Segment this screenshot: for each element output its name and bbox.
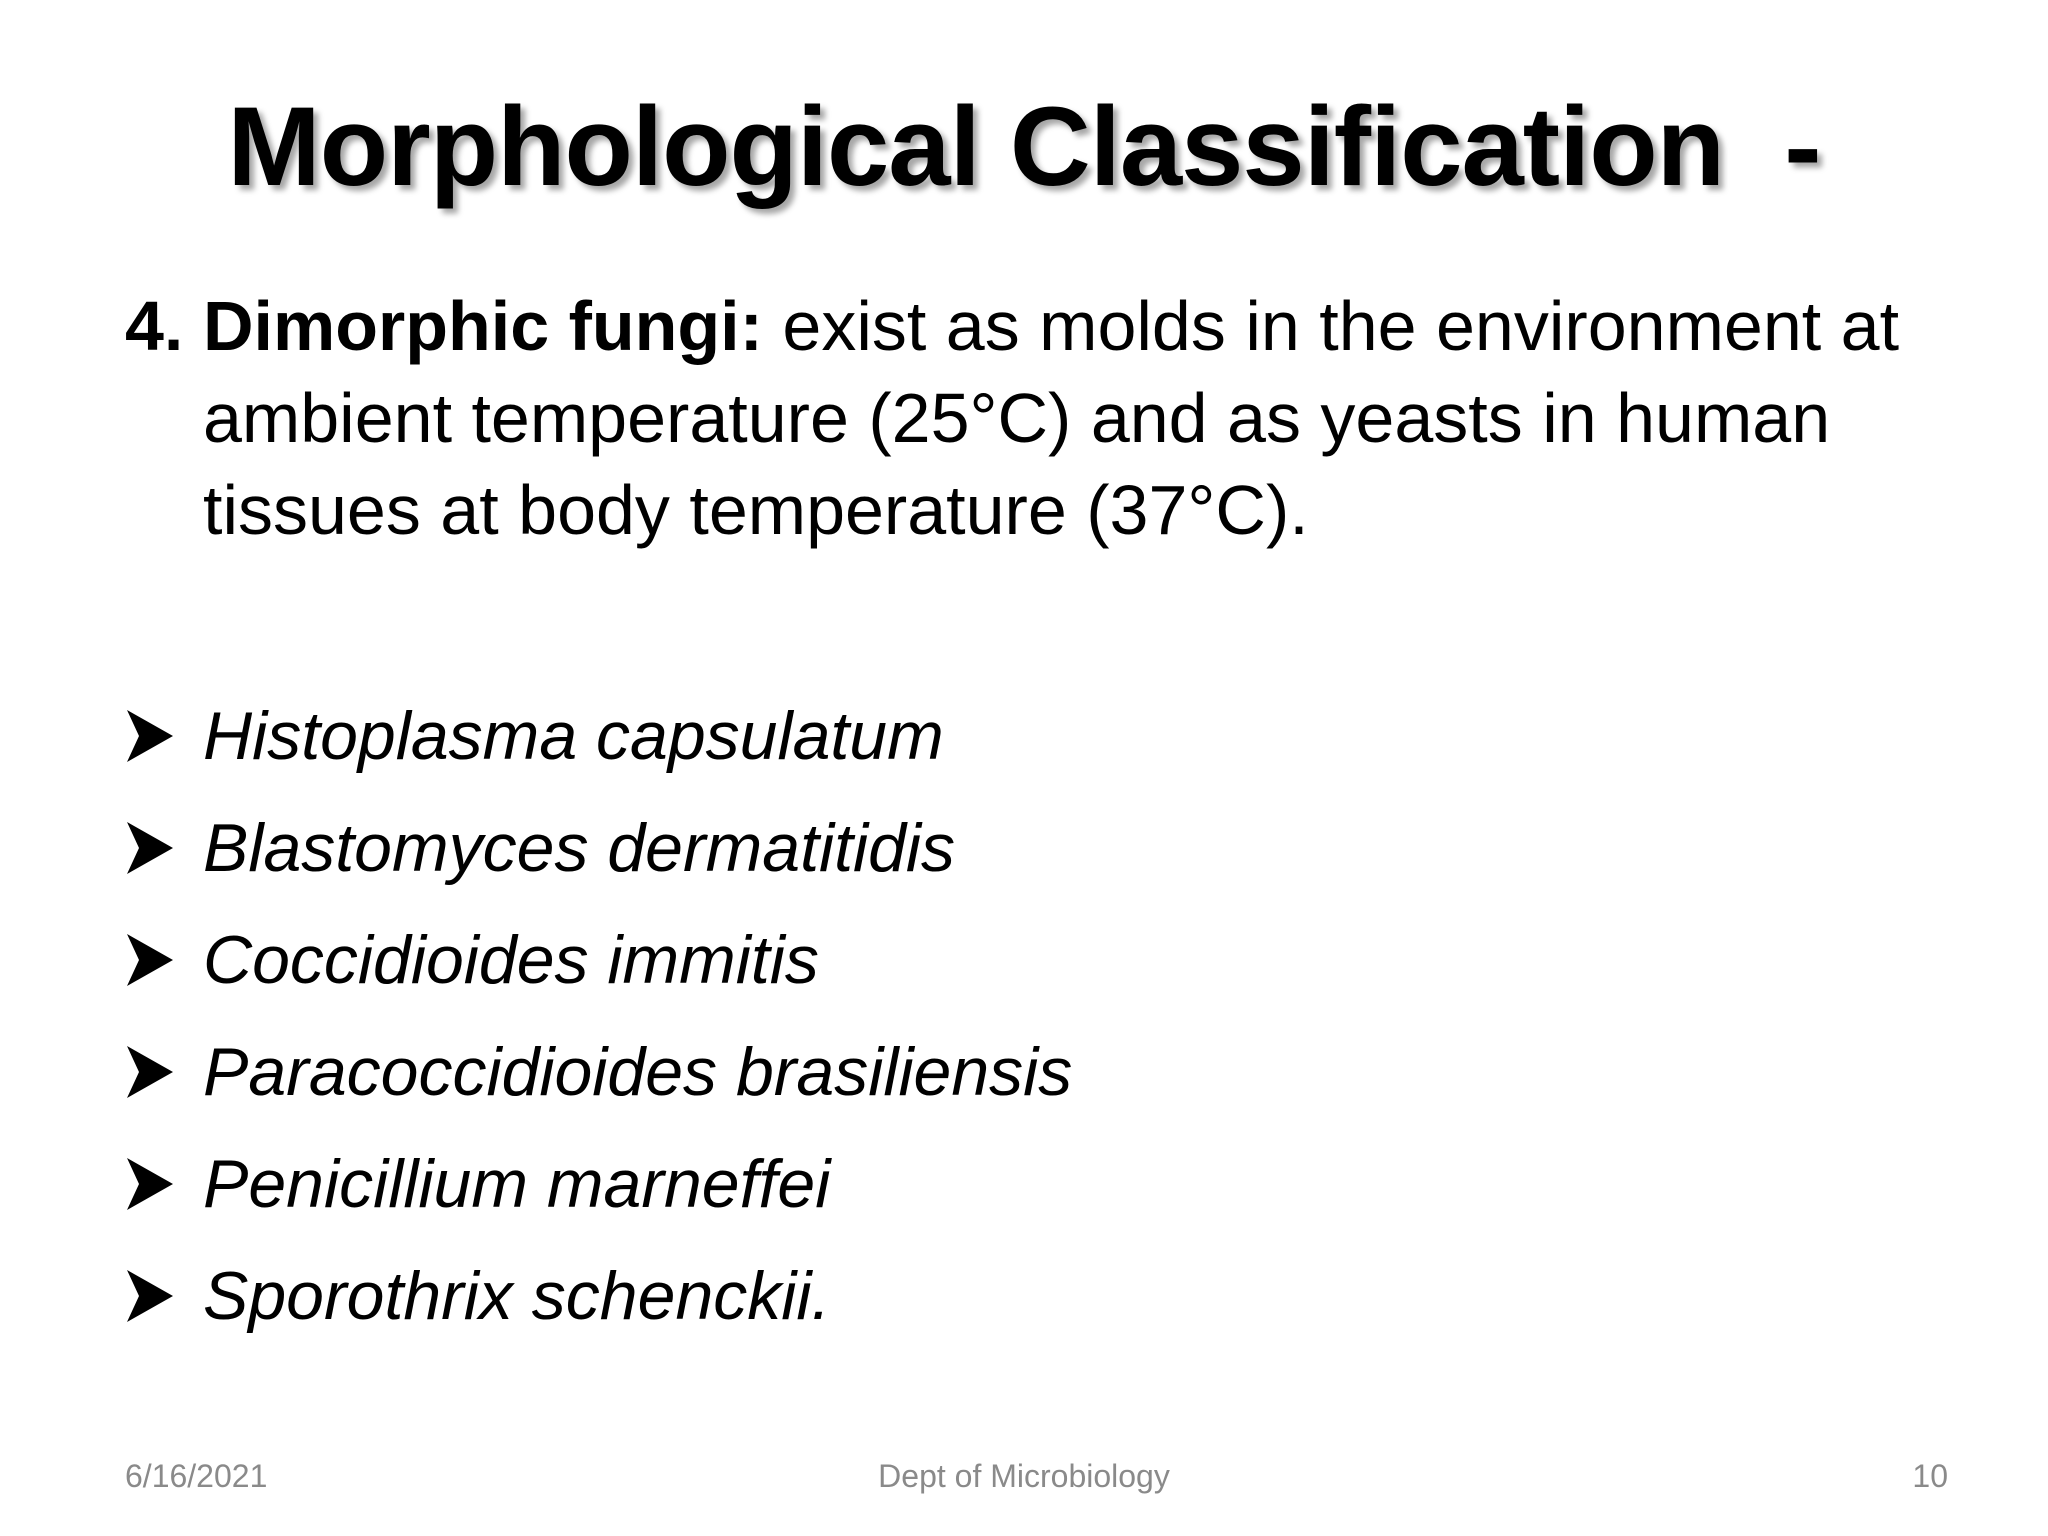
list-item xyxy=(125,904,1072,1016)
footer-department: Dept of Microbiology xyxy=(878,1458,1170,1494)
arrowhead-bullet-icon xyxy=(125,932,175,988)
list-item xyxy=(125,1240,1072,1352)
species-name: Penicillium marneffei xyxy=(203,1146,831,1222)
species-name: Coccidioides immitis xyxy=(203,922,819,998)
slide-title: Morphological Classification - xyxy=(227,84,1821,209)
arrowhead-bullet-icon xyxy=(125,708,175,764)
arrowhead-bullet-icon xyxy=(125,1156,175,1212)
species-name: Paracoccidioides brasiliensis xyxy=(203,1034,1073,1110)
intro-term: Dimorphic fungi: xyxy=(203,287,763,365)
list-item xyxy=(125,1016,1072,1128)
footer-date: 6/16/2021 xyxy=(125,1458,268,1494)
species-name: Sporothrix schenckii. xyxy=(203,1258,831,1334)
species-name: Histoplasma capsulatum xyxy=(203,698,944,774)
species-name: Blastomyces dermatitidis xyxy=(203,810,956,886)
intro-paragraph xyxy=(125,280,1945,556)
list-item xyxy=(125,680,1072,792)
arrowhead-bullet-icon xyxy=(125,1268,175,1324)
slide-number: 10 xyxy=(1912,1458,1948,1494)
list-item xyxy=(125,1128,1072,1240)
arrowhead-bullet-icon xyxy=(125,820,175,876)
list-item xyxy=(125,792,1072,904)
arrowhead-bullet-icon xyxy=(125,1044,175,1100)
species-list xyxy=(125,680,1072,1352)
intro-text: exist as molds in the environment at ambient temperature (25°C) and as yeasts in human tissues at body temperature (37°C). xyxy=(203,287,1900,549)
list-number: 4. xyxy=(125,287,184,365)
intro-body xyxy=(203,280,1945,556)
